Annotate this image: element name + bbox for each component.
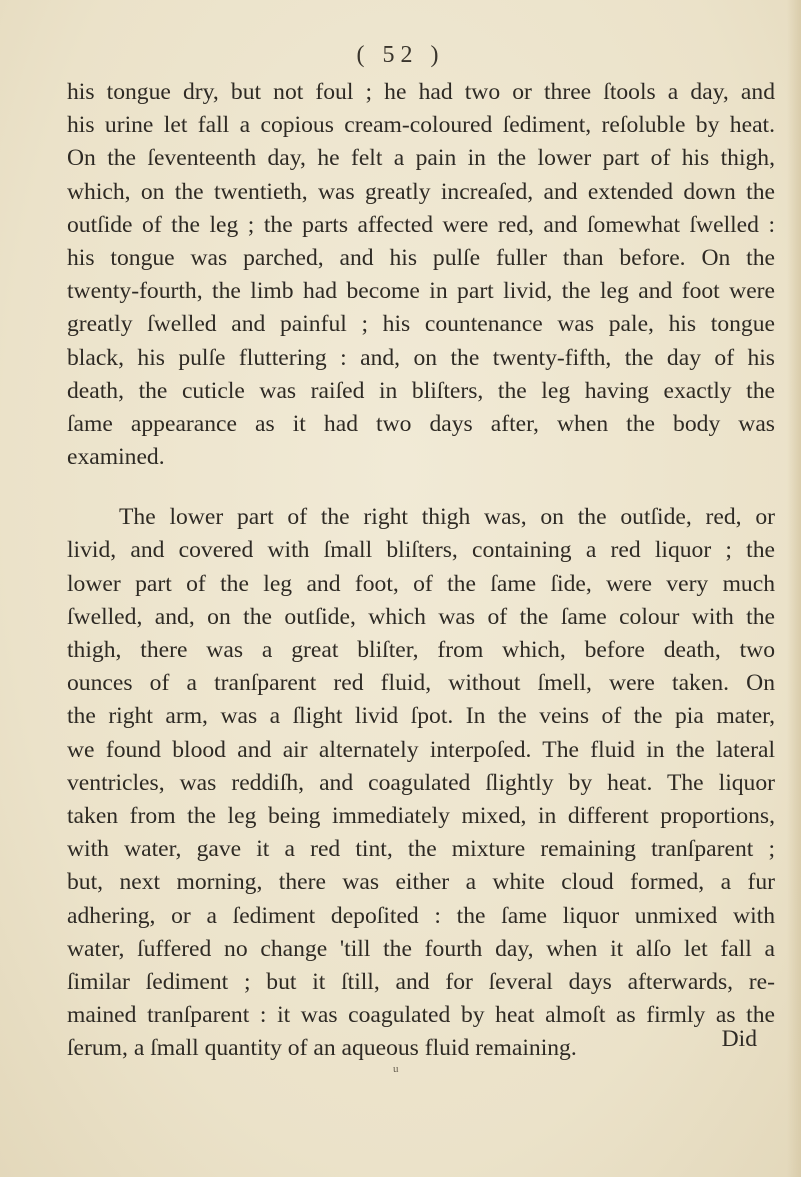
text-line: adhering, or a ſediment depoſited : the ſame liquor unmixed with	[67, 902, 775, 929]
text-line: twenty-fourth, the limb had become in part livid, the leg and foot were	[67, 278, 775, 305]
text-line: his tongue dry, but not foul ; he had two or three ſtools a day, and	[67, 79, 775, 105]
text-line: ounces of a tranſparent red fluid, without ſmell, were taken. On	[67, 670, 775, 697]
text-line: with water, gave it a red tint, the mixture remaining tranſparent ;	[67, 836, 775, 863]
text-line: examined.	[67, 444, 165, 471]
text-line: we found blood and air alternately interpoſed. The fluid in the lateral	[67, 736, 775, 763]
paragraph-1	[67, 76, 775, 474]
text-line: water, ſuffered no change 'till the fourth day, when it alſo let fall a	[67, 935, 775, 962]
page-edge-shadow	[787, 0, 801, 1177]
page-number: ( 52 )	[356, 42, 445, 68]
text-line: greatly ſwelled and painful ; his countenance was pale, his tongue	[67, 311, 775, 338]
signature-mark: u	[393, 1063, 399, 1075]
catchword: Did	[721, 1026, 757, 1052]
text-line: ſimilar ſediment ; but it ſtill, and for ſeveral days afterwards, re-	[67, 968, 775, 995]
text-line: livid, and covered with ſmall bliſters, containing a red liquor ; the	[67, 537, 775, 564]
text-line: black, his pulſe fluttering : and, on the twenty-fifth, the day of his	[67, 344, 775, 371]
paragraph-gap	[67, 474, 775, 501]
text-line: his tongue was parched, and his pulſe fuller than before. On the	[67, 244, 775, 271]
text-line: death, the cuticle was raiſed in bliſters, the leg having exactly the	[67, 377, 775, 404]
text-line: but, next morning, there was either a white cloud formed, a fur	[67, 869, 775, 896]
text-line: On the ſeventeenth day, he felt a pain in the lower part of his thigh,	[67, 145, 775, 172]
text-line: which, on the twentieth, was greatly increaſed, and extended down the	[67, 178, 775, 205]
text-line: ſerum, a ſmall quantity of an aqueous fluid remaining.	[67, 1035, 577, 1062]
text-line: thigh, there was a great bliſter, from which, before death, two	[67, 637, 775, 663]
text-line: lower part of the leg and foot, of the ſame ſide, were very much	[67, 570, 775, 597]
text-line: ſame appearance as it had two days after, when the body was	[67, 410, 775, 437]
body-text	[67, 76, 775, 1065]
text-line: the right arm, was a ſlight livid ſpot. In the veins of the pia mater,	[67, 703, 775, 730]
text-line: The lower part of the right thigh was, on the outſide, red, or	[119, 504, 775, 531]
text-line: ventricles, was reddiſh, and coagulated ſlightly by heat. The liquor	[67, 769, 775, 796]
text-line: outſide of the leg ; the parts affected were red, and ſomewhat ſwelled :	[67, 211, 775, 238]
text-line: taken from the leg being immediately mixed, in different proportions,	[67, 802, 775, 829]
text-line: his urine let fall a copious cream-coloured ſediment, reſoluble by heat.	[67, 112, 775, 139]
text-line: mained tranſparent : it was coagulated by heat almoſt as firmly as the	[67, 1002, 775, 1029]
text-line: ſwelled, and, on the outſide, which was of the ſame colour with the	[67, 603, 775, 630]
paragraph-2	[67, 501, 775, 1065]
